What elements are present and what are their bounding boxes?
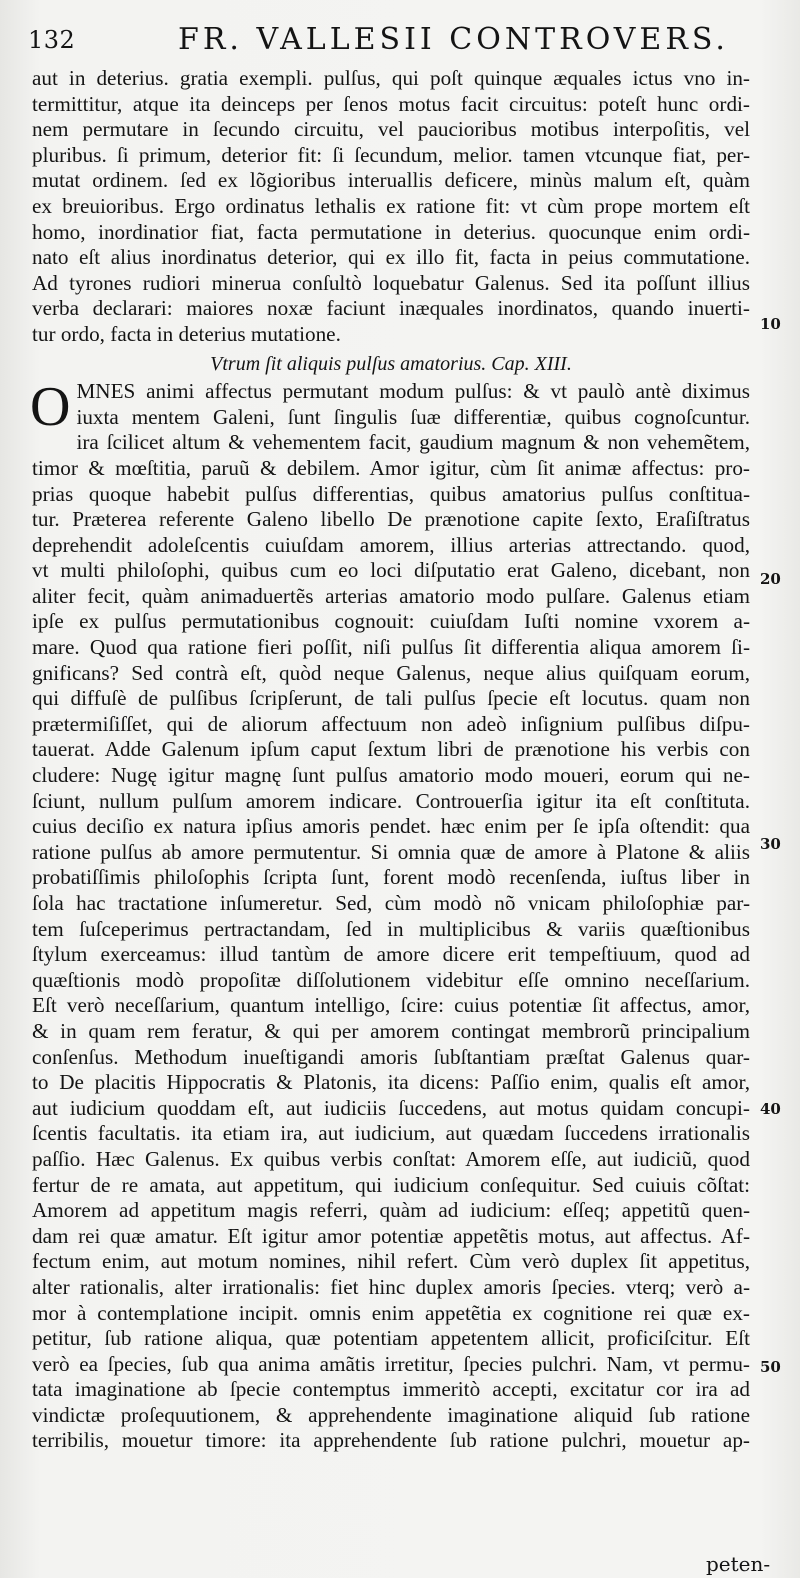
margin-line-number: 40 (760, 1100, 781, 1118)
text-line: prætermiſiſſet, qui de aliorum affectuum non adeò inſignium pulſibus diſpu- (32, 711, 750, 736)
text-line: homo, inordinatior fiat, facta permutatione in deterius. quocunque enim ordi- (32, 219, 750, 244)
body-text (32, 66, 750, 1454)
text-line: tauerat. Adde Galenum ipſum caput ſextum libri de prænotione his verbis con (32, 737, 750, 762)
catchword: peten- (706, 1552, 771, 1576)
paragraph-1 (32, 66, 750, 348)
text-line: deprehendit adoleſcentis cuiuſdam amorem, illius arterias attrectando. quod, (32, 532, 750, 557)
text-line: aliter fecit, quàm animaduertẽs arterias amatorio modo pulſare. Galenus etiam (32, 583, 750, 608)
text-line: petitur, ſub ratione aliqua, quæ potentiam appetentem allicit, proficiſcitur. Eſt (32, 1326, 750, 1351)
text-line: dam rei quæ amatur. Eſt igitur amor potentiæ appetẽtis motus, aut affectus. Af- (32, 1223, 750, 1248)
text-line: pluribus. ſi primum, deterior fit: ſi ſecundum, melior. tamen vtcunque fiat, per- (32, 142, 750, 167)
text-line: fectum enim, aut motum nomines, nihil refert. Cùm verò duplex ſit appetitus, (32, 1249, 750, 1274)
text-line: verò ea ſpecies, ſub qua anima amãtis irretitur, ſpecies pulchri. Nam, vt permu- (32, 1351, 750, 1376)
text-line: ſciunt, nullum pulſum amorem indicare. Controuerſia igitur ita eſt conſtituta. (32, 788, 750, 813)
text-line: mare. Quod qua ratione fieri poſſit, niſi pulſus ſit differentia aliqua amorem ſi- (32, 635, 750, 660)
text-line: nem permutare in ſecundo circuitu, vel paucioribus motibus interpoſitis, vel (32, 117, 750, 142)
text-line: ſcentis facultatis. ita etiam ira, aut iudicium, aut quædam ſuccedens irrationalis (32, 1121, 750, 1146)
text-line: termittitur, atque ita deinceps per ſenos motus facit circuitus: poteſt hunc ordi- (32, 91, 750, 116)
text-line: cludere: Nugę igitur magnę ſunt pulſus amatorio modo moueri, eorum qui ne- (32, 763, 750, 788)
text-line: Amorem ad appetitum magis referri, quàm ad iudicium: eſſeq; appetitũ quen- (32, 1198, 750, 1223)
text-line: timor & mœſtitia, paruũ & debilem. Amor igitur, cùm ſit animæ affectus: pro- (32, 455, 750, 480)
margin-line-number: 20 (760, 570, 781, 588)
margin-line-number: 50 (760, 1358, 781, 1376)
text-line: aut in deterius. gratia exempli. pulſus, qui poſt quinque æquales ictus vno in- (32, 66, 750, 90)
text-line: alter rationalis, alter irrationalis: fiet hinc duplex amoris ſpecies. vterq; verò a- (32, 1274, 750, 1299)
text-line: ſtylum exerceamus: illud tantùm de amore dicere erit tempeſtiuum, quod ad (32, 942, 750, 967)
text-line: vindictæ proſequutionem, & apprehendente imaginatione aliquid ſub ratione (32, 1402, 750, 1427)
text-line: tata imaginatione ab ſpecie contemptus immeritò accepti, excitatur cor ira ad (32, 1377, 750, 1402)
margin-line-number: 30 (760, 835, 781, 853)
paragraph-2-lines (32, 430, 750, 1454)
text-line: aut iudicium quoddam eſt, aut iudiciis ſuccedens, aut motus quidam concupi- (32, 1095, 750, 1120)
text-line: terribilis, mouetur timore: ita apprehendente ſub ratione pulchri, mouetur ap- (32, 1428, 750, 1453)
text-line: cuius deciſio ex natura ipſius amoris pendet. hæc enim per ſe ipſa oſtendit: qua (32, 814, 750, 839)
text-line: mutat ordinem. ſed ex lõgioribus interuallis deficere, minùs malum eſt, quàm (32, 168, 750, 193)
text-line: nato eſt alius inordinatus deterior, qui ex illo fit, facta in peius commutatione. (32, 245, 750, 270)
text-line: ratione pulſus ab amore permutentur. Si omnia quæ de amore à Platone & aliis (32, 839, 750, 864)
text-line: ſola hac tractatione inſumeretur. Sed, cùm modò nõ vnicam philoſophiæ par- (32, 891, 750, 915)
text-line: qui diffuſè de pulſibus ſcripſerunt, de tali pulſus ſpecie eſt locutus. quam non (32, 686, 750, 711)
text-line: ipſe ex pulſus permutationibus cognouit: cuiuſdam Iuſti nomine vxorem a- (32, 609, 750, 634)
paragraph-2 (30, 376, 750, 1454)
text-line: tur. Præterea referente Galeno libello De prænotione capite ſexto, Eraſiſtratus (32, 507, 750, 532)
page-header (28, 18, 760, 64)
text-line: verba declarari: maiores noxæ faciunt inæquales inordinatos, quando inuerti- (32, 296, 750, 321)
drop-initial: O (30, 376, 71, 439)
text-line: mor à contemplatione incipit. omnis enim appetẽtia ex cognitione rei quæ ex- (32, 1300, 750, 1325)
text-line: gnificans? Sed contrà eſt, quòd neque Galenus, neque alius quiſquam eorum, (32, 660, 750, 685)
text-line: fertur de re amata, aut appetitum, qui iudicium conſequitur. Sed cuiuis cõſtat: (32, 1172, 750, 1197)
text-line: Ad tyrones rudiori minerua conſultò loquebatur Galenus. Sed ita poſſunt illius (32, 270, 750, 295)
margin-line-number: 10 (760, 315, 781, 333)
text-line: ira ſcilicet altum & vehementem facit, gaudium magnum & non vehemẽtem, (76, 430, 750, 455)
text-line: MNES animi affectus permutant modum pulſus: & vt paulò antè diximus (76, 379, 750, 404)
chapter-heading: Vtrum ſit aliquis pulſus amatorius. Cap. XIII. (210, 352, 572, 375)
text-line: quæſtionis modò propoſitæ diſſolutionem videbitur eſſe omnino neceſſarium. (32, 967, 750, 992)
text-line: conſenſus. Methodum inueſtigandi amoris ſubſtantiam præſtat Galenus quar- (32, 1044, 750, 1069)
text-line: tur ordo, facta in deterius mutatione. (32, 321, 341, 346)
text-line: prias quoque habebit pulſus differentias, quibus amatorius pulſus conſtitua- (32, 481, 750, 506)
text-line: vt multi philoſophi, quibus cum eo loci diſputatio erat Galeno, dicebant, non (32, 558, 750, 583)
text-line: & in quam rem feratur, & qui per amorem contingat membrorũ principalium (32, 1018, 750, 1043)
text-line: Eſt verò neceſſarium, quantum intelligo, ſcire: cuius potentiæ ſit affectus, amor, (32, 993, 750, 1018)
running-title: FR. VALLESII CONTROVERS. (178, 22, 729, 57)
text-line: iuxta mentem Galeni, ſunt ſingulis ſuæ differentiæ, quibus cognoſcuntur. (76, 404, 750, 429)
page-number: 132 (28, 26, 76, 54)
text-line: tem ſuſceperimus pertractandam, ſed in multiplicibus & variis quæſtionibus (32, 916, 750, 941)
text-line: paſſio. Hæc Galenus. Ex quibus verbis conſtat: Amorem eſſe, aut iudiciũ, quod (32, 1146, 750, 1171)
text-line: to De placitis Hippocratis & Platonis, ita dicens: Paſſio enim, qualis eſt amor, (32, 1070, 750, 1095)
text-line: ex breuioribus. Ergo ordinatus lethalis ex ratione fit: vt cùm prope mortem eſt (32, 193, 750, 218)
text-line: probatiſſimis philoſophis ſcripta ſunt, forent modò recenſenda, iuſtus liber in (32, 865, 750, 890)
